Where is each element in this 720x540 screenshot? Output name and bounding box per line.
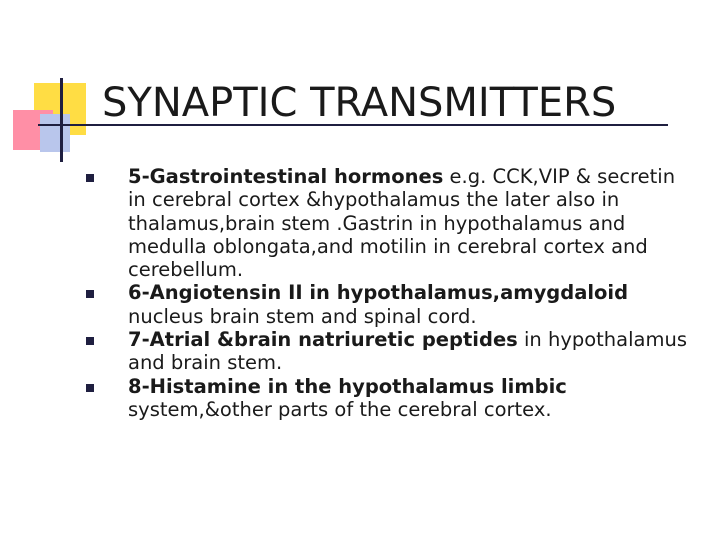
bullet-item-3 (86, 328, 696, 375)
slide-title: SYNAPTIC TRANSMITTERS (102, 80, 617, 126)
bullet-bold-3: 7-Atrial &brain natriuretic peptides (128, 328, 518, 352)
bullet-text-1 (128, 165, 696, 281)
bullet-item-1 (86, 165, 696, 281)
bullet-rest-4: system,&other parts of the cerebral cortex. (128, 397, 552, 421)
bullet-rest-1: e.g. CCK,VIP & secretin in cerebral cortex &hypothalamus the later also in thalamus,brain stem .Gastrin in hypothalamus and medulla oblongata,and motilin in cerebral cortex and cerebellum. (128, 165, 676, 282)
bullet-rest-2: nucleus brain stem and spinal cord. (128, 304, 477, 328)
decor-blue-square (40, 114, 70, 152)
square-bullet-icon (86, 384, 94, 392)
bullet-text-3 (128, 328, 696, 375)
bullet-text-2 (128, 281, 696, 328)
square-bullet-icon (86, 337, 94, 345)
bullet-bold-1: 5-Gastrointestinal hormones (128, 165, 444, 188)
bullet-list (86, 165, 696, 421)
bullet-item-2 (86, 281, 696, 328)
bullet-text-4 (128, 375, 696, 422)
square-bullet-icon (86, 290, 94, 298)
bullet-rest-3: in hypothalamus and brain stem. (128, 328, 687, 375)
bullet-item-4 (86, 375, 696, 422)
bullet-bold-2: 6-Angiotensin II in hypothalamus,amygdaloid (128, 281, 629, 305)
square-bullet-icon (86, 174, 94, 182)
bullet-bold-4: 8-Histamine in the hypothalamus limbic (128, 374, 567, 398)
decor-vertical-line (60, 78, 63, 162)
